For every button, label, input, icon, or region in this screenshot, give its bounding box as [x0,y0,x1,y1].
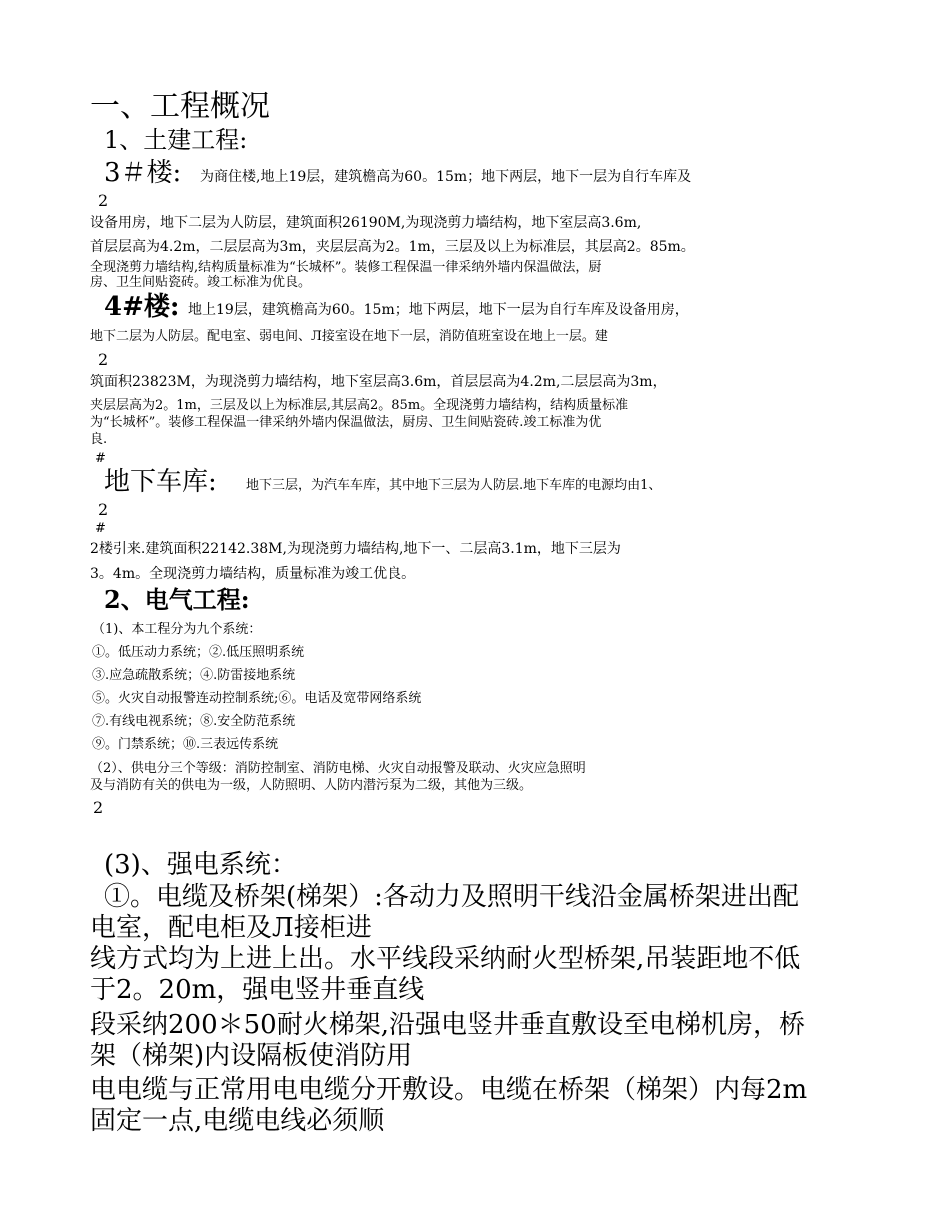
strong-current-line-5: 段采纳200＊50耐火梯架,沿强电竖井垂直敷设至电梯机房，桥 [90,1010,805,1040]
electrical-line-2: ①。低压动力系统；②.低压照明系统 [92,645,305,660]
building-4-line-6: 良. [90,432,108,447]
hash-mark-b: # [95,521,106,536]
superscript-2-a: 2 [98,191,109,210]
strong-current-line-2: 电室，配电柜及Л接柜进 [90,913,372,943]
garage-line-2: 2楼引来.建筑面积22142.38M,为现浇剪力墙结构,地下一、二层高3.1m，地下三层为 [90,541,621,557]
strong-current-line-7: 电电缆与正常用电电缆分开敷设。电缆在桥架（梯架）内每2m [90,1075,808,1105]
electrical-line-3: ③.应急疏散系统；④.防雷接地系统 [92,668,296,683]
electrical-line-6: ⑨。门禁系统；⑩.三表远传系统 [92,737,279,752]
strong-current-line-4: 于2。20m，强电竖井垂直线 [90,975,425,1005]
strong-current-line-3: 线方式均为上进上出。水平线段采纳耐火型桥架,吊装距地不低 [90,944,801,974]
building-4-line-5: 为“长城杯”。装修工程保温一律采纳外墙内保温做法，厨房、卫生间贴瓷砖.竣工标准为优 [90,415,602,430]
building-4-heading: 4#楼: [104,292,180,322]
building-4-line-2: 地下二层为人防层。配电室、弱电间、Л接室设在地下一层，消防值班室设在地上一层。建 [90,329,608,344]
building-3-line-5: 房、卫生间贴瓷砖。竣工标准为优良。 [90,275,312,290]
electrical-line-7: （2）、供电分三个等级：消防控制室、消防电梯、火灾自动报警及联动、火灾应急照明 [90,761,586,776]
strong-current-line-6: 架（梯架)内设隔板使消防用 [90,1041,413,1071]
strong-current-heading: (3)、强电系统： [104,850,297,880]
garage-line-1: 地下三层，为汽车车库，其中地下三层为人防层.地下车库的电源均由1、 [246,478,662,493]
strong-current-line-8: 固定一点,电缆电线必须顺 [90,1106,385,1136]
hash-mark-a: # [95,451,106,466]
section-heading-electrical: 2、电气工程: [104,585,250,614]
building-3-line-2: 设备用房，地下二层为人防层，建筑面积26190M,为现浇剪力墙结构，地下室层高3.6m, [90,215,642,231]
superscript-2-c: 2 [98,500,109,519]
garage-heading: 地下车库: [104,467,217,497]
strong-current-line-1: ①。电缆及桥架(梯架）:各动力及照明干线沿金属桥架进出配 [104,882,799,912]
section-heading-civil: 1、土建工程: [104,126,248,154]
building-4-line-1: 地上19层，建筑檐高为60。15m；地下两层，地下一层为自行车库及设备用房， [188,302,689,318]
electrical-line-4: ⑤。火灾自动报警连动控制系统;⑥。电话及宽带网络系统 [92,691,422,706]
electrical-line-8: 及与消防有关的供电为一级，人防照明、人防内潜污泵为二级，其他为三级。 [90,778,533,793]
electrical-line-1: （1)、本工程分为九个系统： [92,622,262,637]
building-4-line-3: 筑面积23823M，为现浇剪力墙结构，地下室层高3.6m，首层层高为4.2m,二层层高为3m， [90,374,667,390]
electrical-line-5: ⑦.有线电视系统；⑧.安全防范系统 [92,714,296,729]
building-3-line-1: 为商住楼,地上19层，建筑檐高为60。15m；地下两层，地下一层为自行车库及 [200,169,692,185]
building-3-line-4: 全现浇剪力墙结构,结构质量标准为“长城杯”。装修工程保温一律采纳外墙内保温做法，厨 [90,260,602,275]
page-title: 一、工程概况 [90,89,270,124]
superscript-2-b: 2 [98,350,109,369]
building-3-heading: 3＃楼: [104,158,182,188]
building-4-line-4: 夹层层高为2。1m，三层及以上为标准层,其层高2。85m。全现浇剪力墙结构，结构质量标准 [90,398,629,413]
superscript-2-d: 2 [93,798,104,817]
garage-line-3: 3。4m。全现浇剪力墙结构，质量标准为竣工优良。 [90,566,416,582]
building-3-line-3: 首层层高为4.2m，二层层高为3m，夹层层高为2。1m，三层及以上为标准层，其层高2。85m。 [90,239,695,255]
